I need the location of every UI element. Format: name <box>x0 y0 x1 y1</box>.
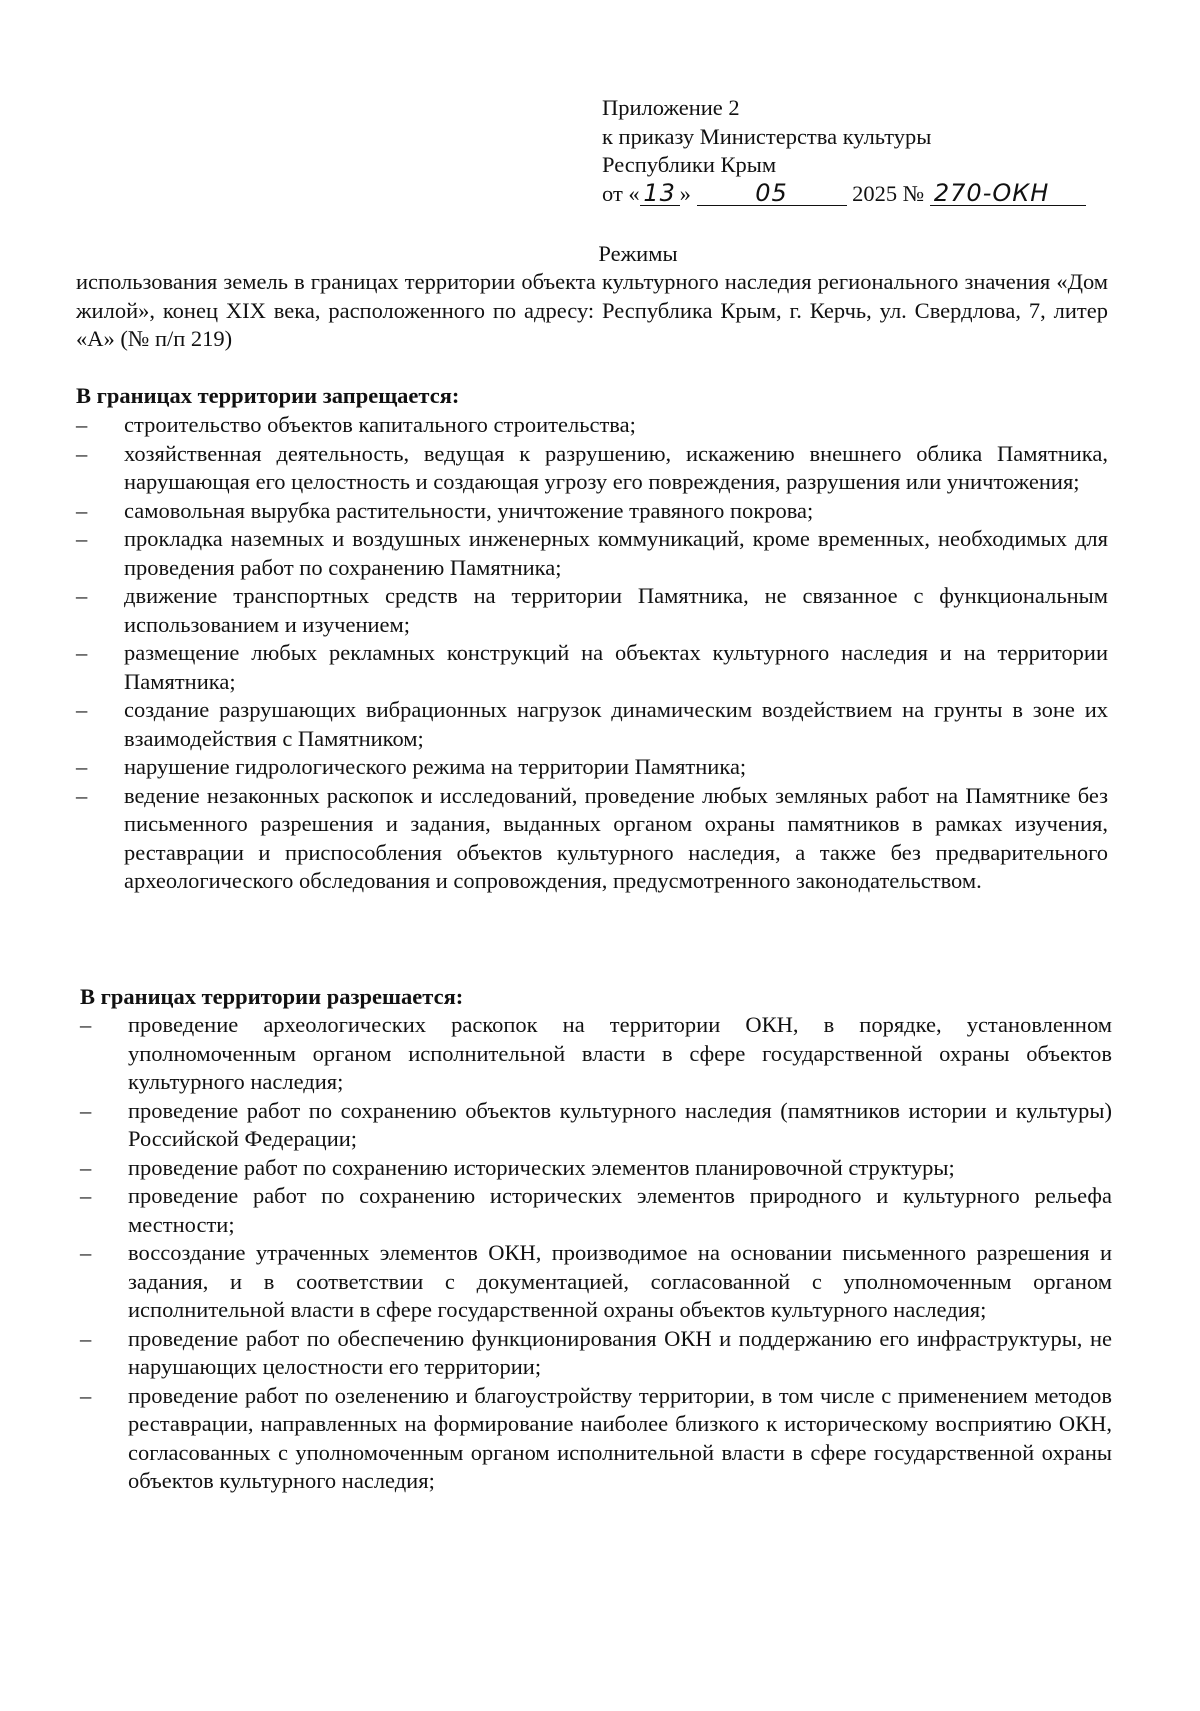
permitted-list <box>80 1011 1112 1496</box>
document-subtitle: использования земель в границах территории объекта культурного наследия регионального значения «Дом жилой», конец XIX века, расположенного по адресу: Республика Крым, г. Керчь, ул. Свердлова, 7, литер «А» (№ п/п 219) <box>76 269 1108 351</box>
list-item <box>80 1382 1112 1496</box>
dash-bullet: – <box>80 1325 92 1351</box>
dash-bullet: – <box>76 440 88 466</box>
list-item <box>76 639 1108 696</box>
list-item <box>76 525 1108 582</box>
list-item <box>76 696 1108 753</box>
dash-bullet: – <box>76 782 88 808</box>
dash-bullet: – <box>76 640 88 665</box>
list-item-text: проведение работ по обеспечению функционирования ОКН и поддержанию его инфраструктуры, не нарушающих целостности его территории; <box>128 1325 1112 1379</box>
list-item-text: проведение работ по озеленению и благоустройству территории, в том числе с применением методов реставрации, направленных на формирование наиболее близкого к историческому восприятию ОКН, согласованных с уполномоченным органом исполнительной власти в сфере государственной охраны объектов культурного наследия; <box>128 1382 1112 1493</box>
list-item <box>76 497 1108 526</box>
order-number-handwritten: 270-ОКН <box>930 181 1086 206</box>
list-item-text: проведение работ по сохранению исторических элементов природного и культурного рельефа местности; <box>128 1183 1112 1237</box>
appendix-line-2: к приказу Министерства культуры <box>602 123 932 149</box>
list-item-text: воссоздание утраченных элементов ОКН, производимое на основании письменного разрешения и задания, и в соответствии с документацией, согласованной с уполномоченным органом исполнительной власти в сфере государственной охраны объектов культурного наследия; <box>128 1240 1112 1322</box>
list-item <box>80 1097 1112 1154</box>
appendix-block <box>602 94 1086 208</box>
list-item-text: размещение любых рекламных конструкций на объектах культурного наследия и на территории Памятника; <box>124 640 1108 694</box>
dash-bullet: – <box>76 412 88 437</box>
prohibited-list <box>76 411 1108 896</box>
list-item <box>80 1182 1112 1239</box>
list-item-text: прокладка наземных и воздушных инженерных коммуникаций, кроме временных, необходимых для проведения работ по сохранению Памятника; <box>124 526 1108 580</box>
list-item-text: проведение археологических раскопок на территории ОКН, в порядке, установленном уполномоченным органом исполнительной власти в сфере государственной охраны объектов культурного наследия; <box>128 1012 1112 1094</box>
dash-bullet: – <box>76 754 88 779</box>
dash-bullet: – <box>80 1240 92 1265</box>
list-item <box>80 1239 1112 1325</box>
list-item <box>76 753 1108 782</box>
list-item <box>76 582 1108 639</box>
prohibited-heading: В границах территории запрещается: <box>76 383 460 408</box>
list-item <box>76 440 1108 497</box>
dash-bullet: – <box>80 1097 92 1123</box>
dash-bullet: – <box>80 1012 92 1037</box>
date-month-handwritten: 05 <box>697 181 847 206</box>
list-item-text: движение транспортных средств на территории Памятника, не связанное с функциональным использованием и изучением; <box>124 583 1108 637</box>
date-quote-close: » <box>679 180 691 206</box>
dash-bullet: – <box>80 1183 92 1208</box>
list-item <box>76 411 1108 440</box>
list-item-text: создание разрушающих вибрационных нагрузок динамическим воздействием на грунты в зоне их взаимодействия с Памятником; <box>124 697 1108 751</box>
list-item-text: строительство объектов капитального строительства; <box>124 412 636 437</box>
dash-bullet: – <box>76 526 88 551</box>
dash-bullet: – <box>80 1382 92 1408</box>
list-item-text: хозяйственная деятельность, ведущая к разрушению, искажению внешнего облика Памятника, нарушающая его целостность и создающая угрозу его повреждения, разрушения или уничтожения; <box>124 440 1108 494</box>
list-item <box>80 1011 1112 1097</box>
document-title: Режимы <box>598 241 678 266</box>
dash-bullet: – <box>80 1154 92 1180</box>
list-item-text: самовольная вырубка растительности, уничтожение травяного покрова; <box>124 497 814 523</box>
list-item-text: нарушение гидрологического режима на территории Памятника; <box>124 754 747 779</box>
list-item <box>80 1154 1112 1183</box>
dash-bullet: – <box>76 583 88 608</box>
order-date-line <box>602 180 1086 209</box>
permitted-heading: В границах территории разрешается: <box>80 984 464 1009</box>
dash-bullet: – <box>76 497 88 523</box>
appendix-line-1: Приложение 2 <box>602 95 740 120</box>
appendix-line-3: Республики Крым <box>602 152 777 177</box>
list-item <box>76 782 1108 896</box>
list-item-text: ведение незаконных раскопок и исследований, проведение любых земляных работ на Памятнике без письменного разрешения и задания, выданных органом охраны памятников в рамках изучения, реставрации и приспособления объектов культурного наследия, а также без предварительного археологического обследования и сопровождения, предусмотренного законодательством. <box>124 782 1108 893</box>
list-item-text: проведение работ по сохранению исторических элементов планировочной структуры; <box>128 1154 955 1180</box>
date-year: 2025 № <box>852 180 925 206</box>
list-item <box>80 1325 1112 1382</box>
list-item-text: проведение работ по сохранению объектов культурного наследия (памятников истории и культуры) Российской Федерации; <box>128 1097 1112 1151</box>
date-day-handwritten: 13 <box>640 181 680 206</box>
date-prefix: от « <box>602 180 640 206</box>
dash-bullet: – <box>76 697 88 722</box>
